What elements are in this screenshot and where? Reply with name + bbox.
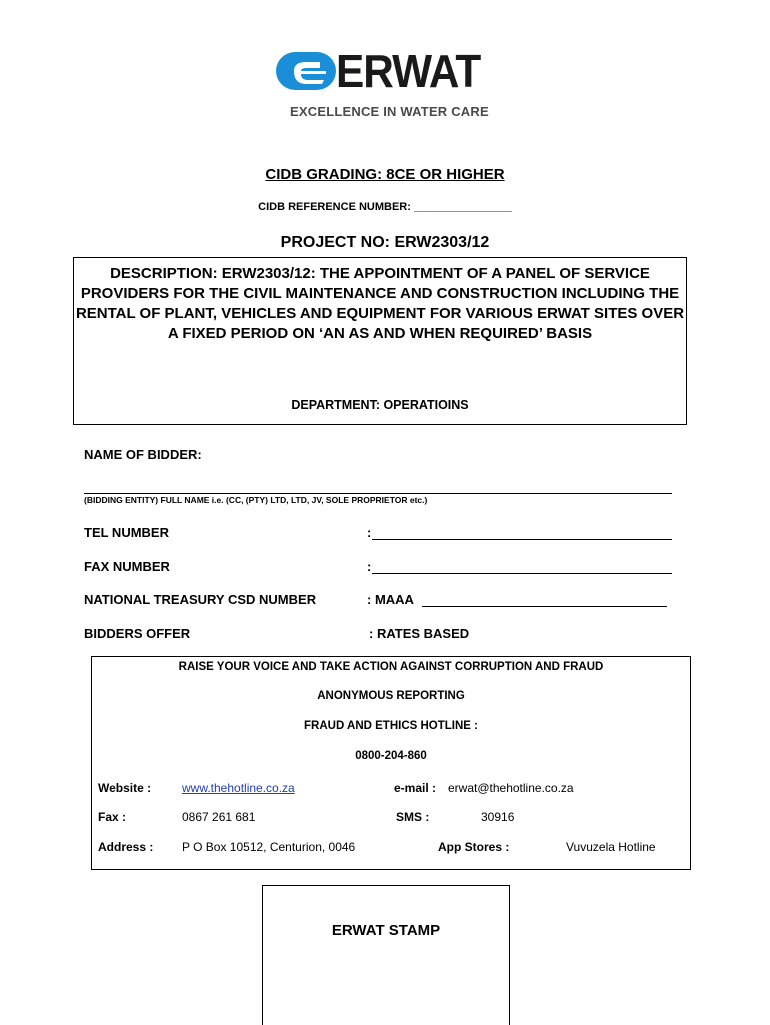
erwat-logo — [276, 44, 496, 124]
erwat-logo-mark-icon — [276, 52, 336, 90]
cidb-grading: CIDB GRADING: 8CE OR HIGHER — [265, 166, 505, 183]
website-link[interactable]: www.thehotline.co.za — [182, 781, 295, 795]
fax-number-label: FAX NUMBER — [84, 559, 170, 574]
description-text: DESCRIPTION: ERW2303/12: THE APPOINTMENT OF A PANEL OF SERVICE PROVIDERS FOR THE CIVIL MAINTENANCE AND CONSTRUCTION INCLUDING THE RENTAL OF PLANT, VEHICLES AND EQUIPMENT FOR VARIOUS ERWAT SITES OVER A FIXED PERIOD ON ‘AN AS AND WHEN REQUIRED’ BASIS — [75, 265, 685, 342]
fax-number-colon: : — [367, 559, 372, 574]
hotline-fax-label: Fax : — [98, 810, 127, 824]
hotline-fax-value: 0867 261 681 — [182, 810, 256, 824]
csd-number-prefix: : MAAA — [367, 592, 414, 607]
hotline-phone: 0800-204-860 — [355, 750, 427, 762]
email-label: e-mail : — [394, 781, 437, 795]
app-stores-value: Vuvuzela Hotline — [566, 840, 656, 854]
bidders-offer-value: : RATES BASED — [369, 626, 470, 641]
website-label: Website : — [98, 781, 152, 795]
logo-wordmark: ERWAT — [336, 45, 481, 97]
fraud-ethics-hotline-label: FRAUD AND ETHICS HOTLINE : — [304, 720, 478, 732]
sms-value: 30916 — [481, 810, 515, 824]
project-number: PROJECT NO: ERW2303/12 — [280, 234, 490, 251]
email-value: erwat@thehotline.co.za — [448, 781, 574, 795]
app-stores-label: App Stores : — [438, 840, 510, 854]
hotline-box — [91, 656, 691, 870]
department: DEPARTMENT: OPERATIOINS — [291, 398, 469, 412]
bidder-name-label: NAME OF BIDDER: — [84, 447, 202, 462]
tel-number-colon: : — [367, 525, 372, 540]
logo-tagline: EXCELLENCE IN WATER CARE — [290, 104, 489, 119]
bidder-name-field[interactable] — [84, 493, 672, 494]
csd-number-field[interactable] — [422, 606, 667, 607]
anonymous-reporting: ANONYMOUS REPORTING — [317, 690, 465, 702]
stamp-label: ERWAT STAMP — [331, 922, 441, 939]
stamp-box — [262, 885, 510, 1025]
csd-number-label: NATIONAL TREASURY CSD NUMBER — [84, 592, 317, 607]
bidders-offer-label: BIDDERS OFFER — [84, 626, 191, 641]
cidb-reference-number: CIDB REFERENCE NUMBER: ________________ — [258, 201, 512, 213]
bidder-name-note: (BIDDING ENTITY) FULL NAME i.e. (CC, (PTY) LTD, LTD, JV, SOLE PROPRIETOR etc.) — [84, 495, 428, 505]
tel-number-label: TEL NUMBER — [84, 525, 169, 540]
sms-label: SMS : — [396, 810, 430, 824]
fax-number-field[interactable] — [372, 573, 672, 574]
address-value: P O Box 10512, Centurion, 0046 — [182, 840, 356, 854]
tel-number-field[interactable] — [372, 539, 672, 540]
description-box — [73, 257, 687, 425]
address-label: Address : — [98, 840, 154, 854]
hotline-title: RAISE YOUR VOICE AND TAKE ACTION AGAINST CORRUPTION AND FRAUD — [178, 661, 604, 673]
